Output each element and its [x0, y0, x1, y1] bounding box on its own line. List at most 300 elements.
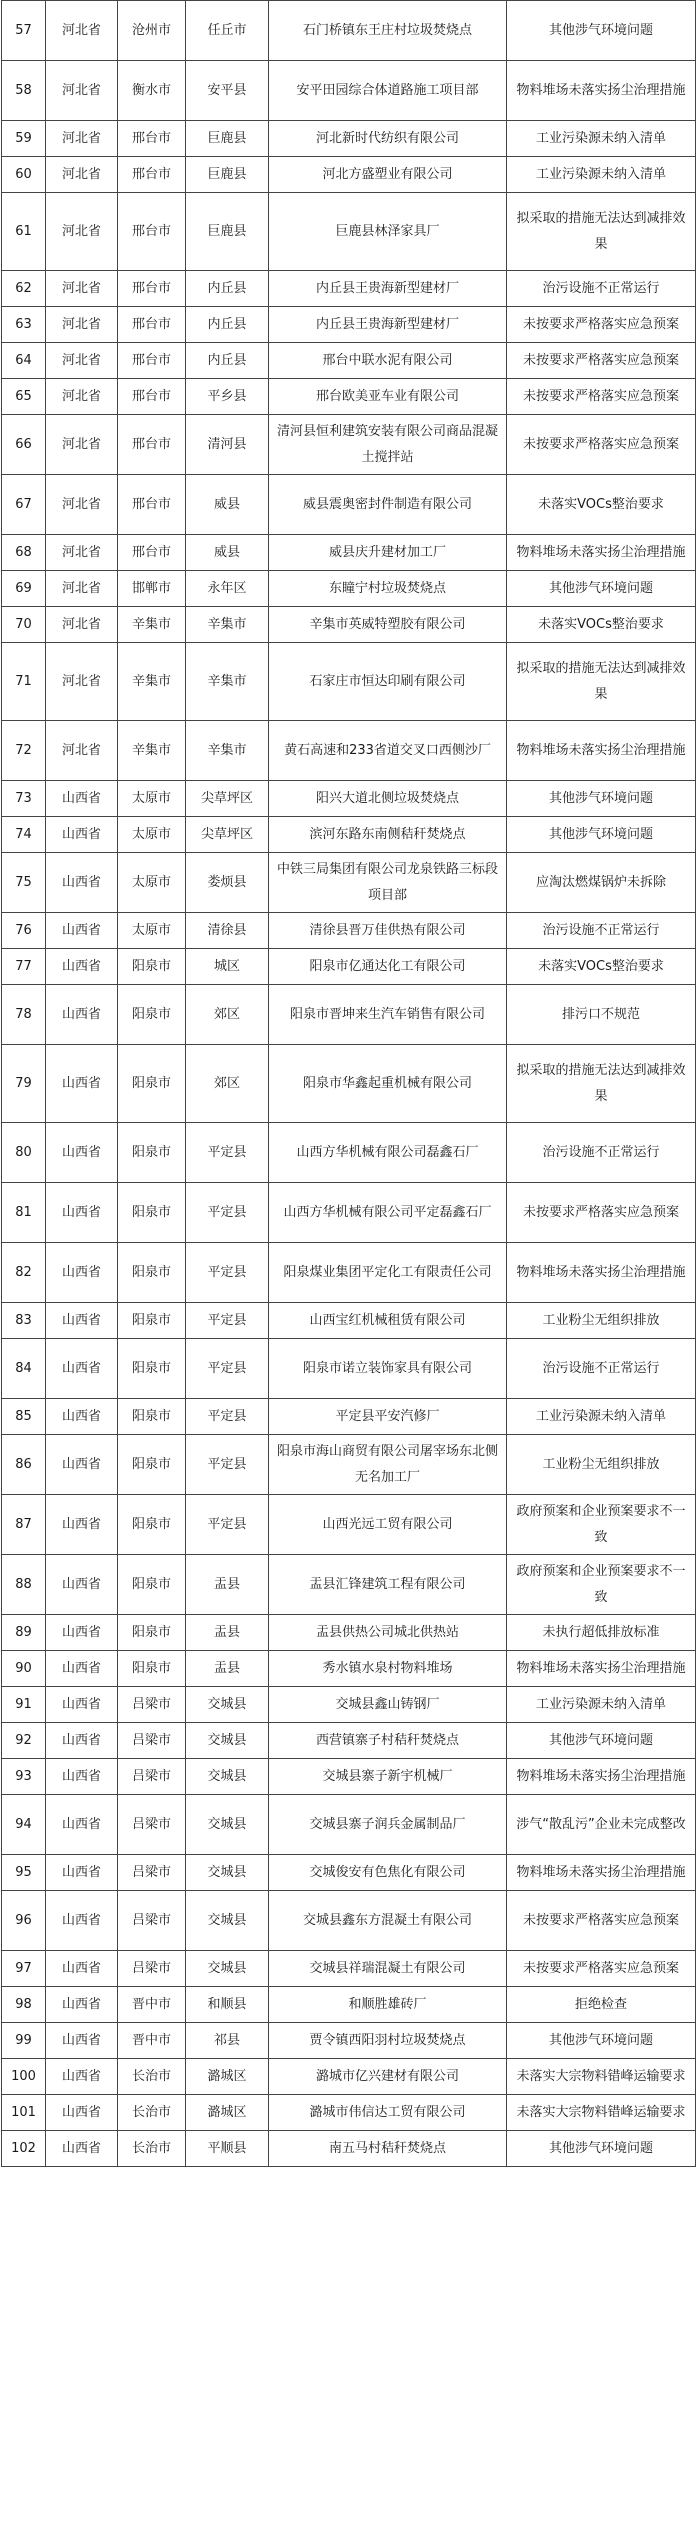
county-cell: 尖草坪区 — [186, 781, 269, 817]
issue-cell: 其他涉气环境问题 — [507, 2131, 696, 2167]
row-number: 71 — [2, 643, 46, 721]
province-cell: 河北省 — [46, 643, 118, 721]
unit-name-cell: 内丘县王贵海新型建材厂 — [269, 271, 507, 307]
province-cell: 河北省 — [46, 307, 118, 343]
issue-cell: 未落实VOCs整治要求 — [507, 607, 696, 643]
county-cell: 潞城区 — [186, 2095, 269, 2131]
issue-cell: 物料堆场未落实扬尘治理措施 — [507, 1651, 696, 1687]
province-cell: 山西省 — [46, 853, 118, 913]
row-number: 57 — [2, 1, 46, 61]
row-number: 80 — [2, 1123, 46, 1183]
city-cell: 晋中市 — [118, 1987, 186, 2023]
table-row — [2, 157, 696, 193]
table-row — [2, 379, 696, 415]
issue-cell: 工业污染源未纳入清单 — [507, 157, 696, 193]
city-cell: 吕梁市 — [118, 1795, 186, 1855]
province-cell: 河北省 — [46, 475, 118, 535]
table-row — [2, 2023, 696, 2059]
city-cell: 太原市 — [118, 913, 186, 949]
county-cell: 郊区 — [186, 1045, 269, 1123]
city-cell: 吕梁市 — [118, 1723, 186, 1759]
county-cell: 辛集市 — [186, 607, 269, 643]
unit-name-cell: 和顺胜雄砖厂 — [269, 1987, 507, 2023]
issue-cell: 物料堆场未落实扬尘治理措施 — [507, 721, 696, 781]
row-number: 82 — [2, 1243, 46, 1303]
county-cell: 永年区 — [186, 571, 269, 607]
county-cell: 平定县 — [186, 1495, 269, 1555]
table-body — [2, 1, 696, 2167]
inspection-issues-table — [1, 0, 696, 2167]
table-row — [2, 721, 696, 781]
row-number: 99 — [2, 2023, 46, 2059]
unit-name-cell: 交城县祥瑞混凝土有限公司 — [269, 1951, 507, 1987]
row-number: 67 — [2, 475, 46, 535]
row-number: 86 — [2, 1435, 46, 1495]
province-cell: 山西省 — [46, 1723, 118, 1759]
table-row — [2, 121, 696, 157]
province-cell: 河北省 — [46, 607, 118, 643]
table-row — [2, 949, 696, 985]
unit-name-cell: 邢台中联水泥有限公司 — [269, 343, 507, 379]
county-cell: 娄烦县 — [186, 853, 269, 913]
row-number: 72 — [2, 721, 46, 781]
province-cell: 河北省 — [46, 157, 118, 193]
issue-cell: 工业污染源未纳入清单 — [507, 1399, 696, 1435]
province-cell: 山西省 — [46, 949, 118, 985]
table-row — [2, 1855, 696, 1891]
unit-name-cell: 交城俊安有色焦化有限公司 — [269, 1855, 507, 1891]
unit-name-cell: 石门桥镇东王庄村垃圾焚烧点 — [269, 1, 507, 61]
county-cell: 交城县 — [186, 1795, 269, 1855]
issue-cell: 拟采取的措施无法达到减排效果 — [507, 643, 696, 721]
city-cell: 邢台市 — [118, 535, 186, 571]
unit-name-cell: 山西宝红机械租赁有限公司 — [269, 1303, 507, 1339]
city-cell: 阳泉市 — [118, 1651, 186, 1687]
issue-cell: 未执行超低排放标准 — [507, 1615, 696, 1651]
unit-name-cell: 阳泉市诺立装饰家具有限公司 — [269, 1339, 507, 1399]
row-number: 98 — [2, 1987, 46, 2023]
province-cell: 山西省 — [46, 1615, 118, 1651]
issue-cell: 治污设施不正常运行 — [507, 1123, 696, 1183]
city-cell: 邢台市 — [118, 157, 186, 193]
unit-name-cell: 威县庆升建材加工厂 — [269, 535, 507, 571]
province-cell: 河北省 — [46, 415, 118, 475]
issue-cell: 物料堆场未落实扬尘治理措施 — [507, 61, 696, 121]
row-number: 69 — [2, 571, 46, 607]
table-row — [2, 853, 696, 913]
issue-cell: 治污设施不正常运行 — [507, 1339, 696, 1399]
issue-cell: 未落实大宗物料错峰运输要求 — [507, 2059, 696, 2095]
table-row — [2, 2131, 696, 2167]
issue-cell: 其他涉气环境问题 — [507, 817, 696, 853]
table-row — [2, 1795, 696, 1855]
city-cell: 邢台市 — [118, 307, 186, 343]
province-cell: 山西省 — [46, 1183, 118, 1243]
issue-cell: 未按要求严格落实应急预案 — [507, 1951, 696, 1987]
table-row — [2, 1303, 696, 1339]
row-number: 87 — [2, 1495, 46, 1555]
issue-cell: 其他涉气环境问题 — [507, 1723, 696, 1759]
province-cell: 河北省 — [46, 343, 118, 379]
city-cell: 阳泉市 — [118, 1399, 186, 1435]
unit-name-cell: 山西方华机械有限公司磊鑫石厂 — [269, 1123, 507, 1183]
county-cell: 辛集市 — [186, 643, 269, 721]
county-cell: 交城县 — [186, 1759, 269, 1795]
table-row — [2, 1891, 696, 1951]
county-cell: 交城县 — [186, 1891, 269, 1951]
province-cell: 山西省 — [46, 1951, 118, 1987]
city-cell: 阳泉市 — [118, 1123, 186, 1183]
county-cell: 盂县 — [186, 1555, 269, 1615]
county-cell: 平定县 — [186, 1399, 269, 1435]
issue-cell: 拒绝检查 — [507, 1987, 696, 2023]
county-cell: 城区 — [186, 949, 269, 985]
city-cell: 阳泉市 — [118, 1495, 186, 1555]
row-number: 77 — [2, 949, 46, 985]
row-number: 101 — [2, 2095, 46, 2131]
unit-name-cell: 威县震奥密封件制造有限公司 — [269, 475, 507, 535]
row-number: 63 — [2, 307, 46, 343]
province-cell: 河北省 — [46, 571, 118, 607]
city-cell: 阳泉市 — [118, 985, 186, 1045]
county-cell: 平定县 — [186, 1303, 269, 1339]
unit-name-cell: 南五马村秸秆焚烧点 — [269, 2131, 507, 2167]
unit-name-cell: 阳泉煤业集团平定化工有限责任公司 — [269, 1243, 507, 1303]
table-row — [2, 2059, 696, 2095]
province-cell: 山西省 — [46, 1651, 118, 1687]
table-row — [2, 1183, 696, 1243]
table-row — [2, 1243, 696, 1303]
province-cell: 山西省 — [46, 2023, 118, 2059]
province-cell: 河北省 — [46, 721, 118, 781]
unit-name-cell: 阳兴大道北侧垃圾焚烧点 — [269, 781, 507, 817]
row-number: 68 — [2, 535, 46, 571]
county-cell: 交城县 — [186, 1951, 269, 1987]
row-number: 65 — [2, 379, 46, 415]
table-row — [2, 607, 696, 643]
issue-cell: 排污口不规范 — [507, 985, 696, 1045]
unit-name-cell: 辛集市英威特塑胶有限公司 — [269, 607, 507, 643]
city-cell: 邢台市 — [118, 475, 186, 535]
city-cell: 邢台市 — [118, 271, 186, 307]
county-cell: 安平县 — [186, 61, 269, 121]
county-cell: 盂县 — [186, 1651, 269, 1687]
city-cell: 太原市 — [118, 853, 186, 913]
unit-name-cell: 贾令镇西阳羽村垃圾焚烧点 — [269, 2023, 507, 2059]
province-cell: 山西省 — [46, 1855, 118, 1891]
row-number: 102 — [2, 2131, 46, 2167]
county-cell: 郊区 — [186, 985, 269, 1045]
province-cell: 河北省 — [46, 535, 118, 571]
city-cell: 吕梁市 — [118, 1891, 186, 1951]
row-number: 62 — [2, 271, 46, 307]
issue-cell: 治污设施不正常运行 — [507, 271, 696, 307]
table-row — [2, 1435, 696, 1495]
county-cell: 巨鹿县 — [186, 157, 269, 193]
city-cell: 吕梁市 — [118, 1855, 186, 1891]
city-cell: 邢台市 — [118, 121, 186, 157]
city-cell: 长治市 — [118, 2059, 186, 2095]
county-cell: 威县 — [186, 535, 269, 571]
province-cell: 河北省 — [46, 1, 118, 61]
table-row — [2, 1123, 696, 1183]
county-cell: 威县 — [186, 475, 269, 535]
province-cell: 山西省 — [46, 1891, 118, 1951]
province-cell: 河北省 — [46, 121, 118, 157]
table-row — [2, 1759, 696, 1795]
province-cell: 山西省 — [46, 1045, 118, 1123]
unit-name-cell: 河北方盛塑业有限公司 — [269, 157, 507, 193]
table-row — [2, 475, 696, 535]
province-cell: 山西省 — [46, 781, 118, 817]
county-cell: 平乡县 — [186, 379, 269, 415]
province-cell: 山西省 — [46, 2131, 118, 2167]
city-cell: 阳泉市 — [118, 1339, 186, 1399]
province-cell: 山西省 — [46, 1339, 118, 1399]
city-cell: 阳泉市 — [118, 1615, 186, 1651]
table-row — [2, 1987, 696, 2023]
county-cell: 内丘县 — [186, 307, 269, 343]
issue-cell: 未按要求严格落实应急预案 — [507, 415, 696, 475]
unit-name-cell: 黄石高速和233省道交叉口西侧沙厂 — [269, 721, 507, 781]
county-cell: 内丘县 — [186, 271, 269, 307]
province-cell: 山西省 — [46, 1435, 118, 1495]
issue-cell: 物料堆场未落实扬尘治理措施 — [507, 1855, 696, 1891]
table-row — [2, 1615, 696, 1651]
city-cell: 阳泉市 — [118, 949, 186, 985]
table-row — [2, 415, 696, 475]
province-cell: 山西省 — [46, 1555, 118, 1615]
county-cell: 潞城区 — [186, 2059, 269, 2095]
county-cell: 平顺县 — [186, 2131, 269, 2167]
row-number: 66 — [2, 415, 46, 475]
table-row — [2, 61, 696, 121]
table-row — [2, 1555, 696, 1615]
table-row — [2, 1, 696, 61]
table-row — [2, 1045, 696, 1123]
unit-name-cell: 西营镇寨子村秸秆焚烧点 — [269, 1723, 507, 1759]
county-cell: 交城县 — [186, 1687, 269, 1723]
county-cell: 和顺县 — [186, 1987, 269, 2023]
issue-cell: 未落实VOCs整治要求 — [507, 949, 696, 985]
issue-cell: 政府预案和企业预案要求不一致 — [507, 1495, 696, 1555]
province-cell: 山西省 — [46, 817, 118, 853]
city-cell: 邢台市 — [118, 379, 186, 415]
issue-cell: 工业污染源未纳入清单 — [507, 1687, 696, 1723]
unit-name-cell: 阳泉市晋坤来生汽车销售有限公司 — [269, 985, 507, 1045]
issue-cell: 工业污染源未纳入清单 — [507, 121, 696, 157]
unit-name-cell: 内丘县王贵海新型建材厂 — [269, 307, 507, 343]
unit-name-cell: 邢台欧美亚车业有限公司 — [269, 379, 507, 415]
county-cell: 尖草坪区 — [186, 817, 269, 853]
unit-name-cell: 潞城市伟信达工贸有限公司 — [269, 2095, 507, 2131]
issue-cell: 治污设施不正常运行 — [507, 913, 696, 949]
row-number: 70 — [2, 607, 46, 643]
unit-name-cell: 河北新时代纺织有限公司 — [269, 121, 507, 157]
county-cell: 平定县 — [186, 1183, 269, 1243]
city-cell: 太原市 — [118, 817, 186, 853]
unit-name-cell: 秀水镇水泉村物料堆场 — [269, 1651, 507, 1687]
unit-name-cell: 交城县寨子新宇机械厂 — [269, 1759, 507, 1795]
table-row — [2, 913, 696, 949]
issue-cell: 其他涉气环境问题 — [507, 781, 696, 817]
city-cell: 邢台市 — [118, 415, 186, 475]
row-number: 90 — [2, 1651, 46, 1687]
row-number: 75 — [2, 853, 46, 913]
county-cell: 清河县 — [186, 415, 269, 475]
county-cell: 祁县 — [186, 2023, 269, 2059]
province-cell: 山西省 — [46, 1123, 118, 1183]
row-number: 76 — [2, 913, 46, 949]
row-number: 79 — [2, 1045, 46, 1123]
city-cell: 辛集市 — [118, 721, 186, 781]
county-cell: 平定县 — [186, 1435, 269, 1495]
province-cell: 山西省 — [46, 2059, 118, 2095]
unit-name-cell: 山西方华机械有限公司平定磊鑫石厂 — [269, 1183, 507, 1243]
row-number: 64 — [2, 343, 46, 379]
issue-cell: 其他涉气环境问题 — [507, 2023, 696, 2059]
unit-name-cell: 阳泉市海山商贸有限公司屠宰场东北侧无名加工厂 — [269, 1435, 507, 1495]
province-cell: 山西省 — [46, 1303, 118, 1339]
province-cell: 山西省 — [46, 1795, 118, 1855]
row-number: 84 — [2, 1339, 46, 1399]
unit-name-cell: 中铁三局集团有限公司龙泉铁路三标段项目部 — [269, 853, 507, 913]
city-cell: 阳泉市 — [118, 1303, 186, 1339]
city-cell: 衡水市 — [118, 61, 186, 121]
table-row — [2, 2095, 696, 2131]
county-cell: 交城县 — [186, 1723, 269, 1759]
city-cell: 阳泉市 — [118, 1183, 186, 1243]
unit-name-cell: 安平田园综合体道路施工项目部 — [269, 61, 507, 121]
row-number: 94 — [2, 1795, 46, 1855]
province-cell: 山西省 — [46, 2095, 118, 2131]
issue-cell: 应淘汰燃煤锅炉未拆除 — [507, 853, 696, 913]
row-number: 100 — [2, 2059, 46, 2095]
issue-cell: 未按要求严格落实应急预案 — [507, 1891, 696, 1951]
table-row — [2, 643, 696, 721]
unit-name-cell: 盂县供热公司城北供热站 — [269, 1615, 507, 1651]
row-number: 61 — [2, 193, 46, 271]
province-cell: 山西省 — [46, 1759, 118, 1795]
issue-cell: 物料堆场未落实扬尘治理措施 — [507, 1759, 696, 1795]
row-number: 89 — [2, 1615, 46, 1651]
issue-cell: 未按要求严格落实应急预案 — [507, 1183, 696, 1243]
county-cell: 平定县 — [186, 1243, 269, 1303]
issue-cell: 物料堆场未落实扬尘治理措施 — [507, 535, 696, 571]
city-cell: 吕梁市 — [118, 1687, 186, 1723]
row-number: 59 — [2, 121, 46, 157]
row-number: 92 — [2, 1723, 46, 1759]
table-row — [2, 535, 696, 571]
unit-name-cell: 交城县鑫东方混凝土有限公司 — [269, 1891, 507, 1951]
province-cell: 山西省 — [46, 1495, 118, 1555]
province-cell: 河北省 — [46, 61, 118, 121]
row-number: 58 — [2, 61, 46, 121]
issue-cell: 未按要求严格落实应急预案 — [507, 379, 696, 415]
city-cell: 阳泉市 — [118, 1555, 186, 1615]
issue-cell: 未落实大宗物料错峰运输要求 — [507, 2095, 696, 2131]
row-number: 74 — [2, 817, 46, 853]
city-cell: 沧州市 — [118, 1, 186, 61]
province-cell: 河北省 — [46, 193, 118, 271]
unit-name-cell: 交城县鑫山铸钢厂 — [269, 1687, 507, 1723]
table-row — [2, 307, 696, 343]
table-row — [2, 343, 696, 379]
table-row — [2, 1951, 696, 1987]
table-row — [2, 781, 696, 817]
issue-cell: 未按要求严格落实应急预案 — [507, 307, 696, 343]
issue-cell: 工业粉尘无组织排放 — [507, 1435, 696, 1495]
issue-cell: 未落实VOCs整治要求 — [507, 475, 696, 535]
table-row — [2, 1687, 696, 1723]
issue-cell: 政府预案和企业预案要求不一致 — [507, 1555, 696, 1615]
row-number: 78 — [2, 985, 46, 1045]
city-cell: 邢台市 — [118, 193, 186, 271]
city-cell: 邯郸市 — [118, 571, 186, 607]
county-cell: 内丘县 — [186, 343, 269, 379]
row-number: 91 — [2, 1687, 46, 1723]
county-cell: 巨鹿县 — [186, 193, 269, 271]
row-number: 96 — [2, 1891, 46, 1951]
row-number: 88 — [2, 1555, 46, 1615]
table-row — [2, 571, 696, 607]
table-row — [2, 193, 696, 271]
table-row — [2, 985, 696, 1045]
issue-cell: 拟采取的措施无法达到减排效果 — [507, 1045, 696, 1123]
province-cell: 河北省 — [46, 271, 118, 307]
city-cell: 辛集市 — [118, 607, 186, 643]
county-cell: 平定县 — [186, 1123, 269, 1183]
province-cell: 山西省 — [46, 985, 118, 1045]
unit-name-cell: 清河县恒利建筑安装有限公司商品混凝土搅拌站 — [269, 415, 507, 475]
unit-name-cell: 阳泉市亿通达化工有限公司 — [269, 949, 507, 985]
issue-cell: 拟采取的措施无法达到减排效果 — [507, 193, 696, 271]
issue-cell: 其他涉气环境问题 — [507, 571, 696, 607]
table-row — [2, 817, 696, 853]
issue-cell: 物料堆场未落实扬尘治理措施 — [507, 1243, 696, 1303]
issue-cell: 涉气“散乱污”企业未完成整改 — [507, 1795, 696, 1855]
table-row — [2, 1723, 696, 1759]
unit-name-cell: 潞城市亿兴建材有限公司 — [269, 2059, 507, 2095]
row-number: 73 — [2, 781, 46, 817]
table-row — [2, 1339, 696, 1399]
row-number: 83 — [2, 1303, 46, 1339]
unit-name-cell: 盂县汇锋建筑工程有限公司 — [269, 1555, 507, 1615]
city-cell: 太原市 — [118, 781, 186, 817]
county-cell: 巨鹿县 — [186, 121, 269, 157]
row-number: 95 — [2, 1855, 46, 1891]
county-cell: 平定县 — [186, 1339, 269, 1399]
province-cell: 山西省 — [46, 1687, 118, 1723]
city-cell: 长治市 — [118, 2131, 186, 2167]
row-number: 60 — [2, 157, 46, 193]
city-cell: 阳泉市 — [118, 1243, 186, 1303]
province-cell: 山西省 — [46, 913, 118, 949]
county-cell: 盂县 — [186, 1615, 269, 1651]
county-cell: 交城县 — [186, 1855, 269, 1891]
row-number: 81 — [2, 1183, 46, 1243]
unit-name-cell: 阳泉市华鑫起重机械有限公司 — [269, 1045, 507, 1123]
unit-name-cell: 交城县寨子润兵金属制品厂 — [269, 1795, 507, 1855]
table-row — [2, 271, 696, 307]
province-cell: 山西省 — [46, 1399, 118, 1435]
province-cell: 山西省 — [46, 1243, 118, 1303]
unit-name-cell: 滨河东路东南侧秸秆焚烧点 — [269, 817, 507, 853]
issue-cell: 工业粉尘无组织排放 — [507, 1303, 696, 1339]
row-number: 97 — [2, 1951, 46, 1987]
unit-name-cell: 巨鹿县林泽家具厂 — [269, 193, 507, 271]
unit-name-cell: 平定县平安汽修厂 — [269, 1399, 507, 1435]
